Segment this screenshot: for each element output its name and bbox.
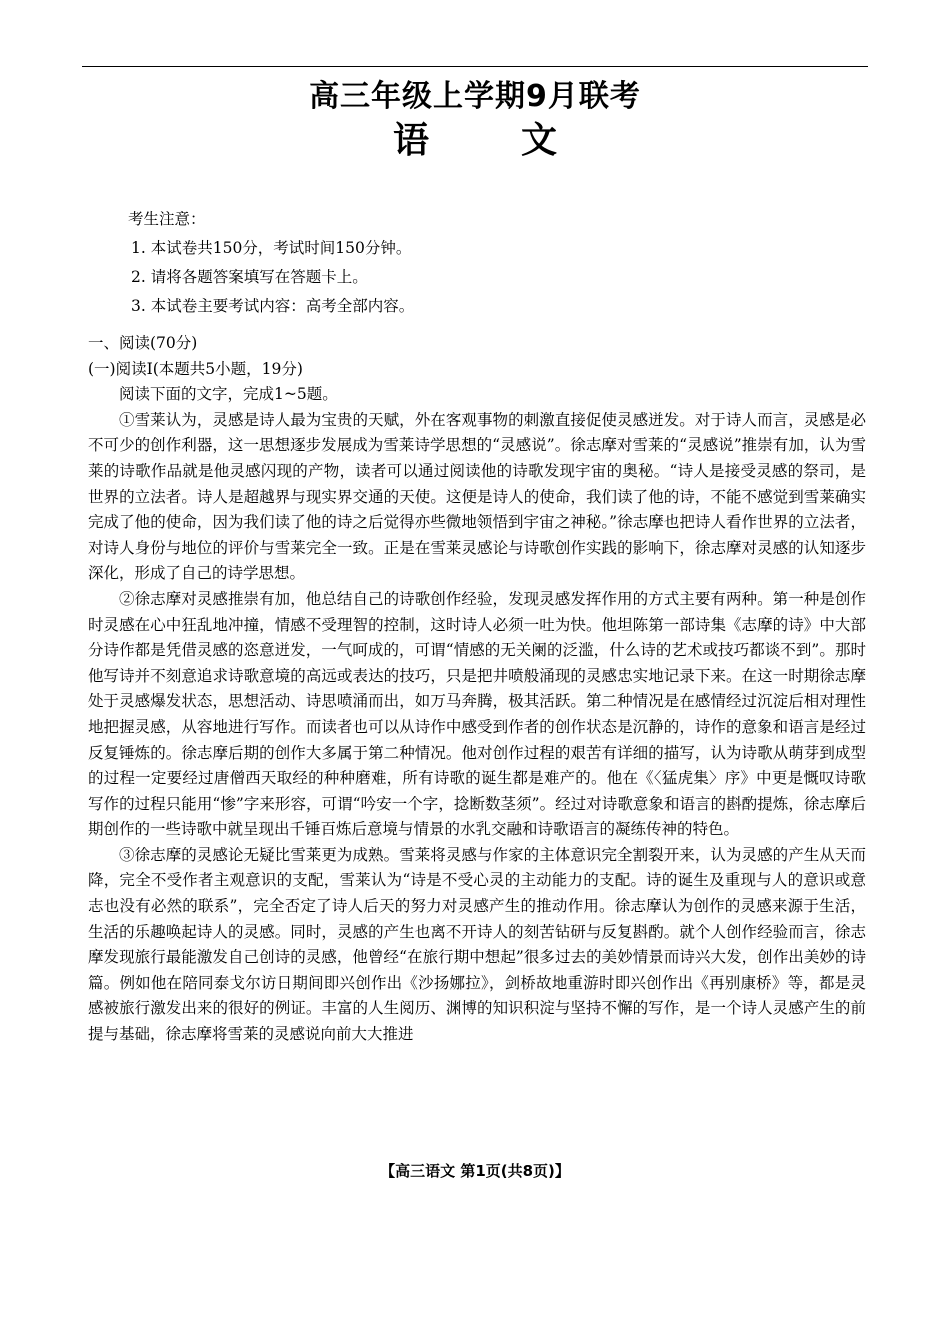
notice-item-2: 2. 请将各题答案填写在答题卡上。 [131, 268, 368, 286]
exam-title: 高三年级上学期9月联考 [309, 79, 641, 114]
reading-instruction: 阅读下面的文字，完成1~5题。 [119, 385, 338, 404]
notice-item-3: 3. 本试卷主要考试内容：高考全部内容。 [131, 297, 415, 315]
page-footer: 【高三语文 第1页(共8页)】 [380, 1162, 570, 1180]
passage-paragraph-3: ③徐志摩的灵感论无疑比雪莱更为成熟。雪莱将灵感与作家的主体意识完全割裂开来，认为灵感的产生从天而降，完全不受作者主观意识的支配，雪莱认为“诗是不受心灵的主动能力的支配。诗的诞生及重现与人的意识或意志也没有必然的联系”，完全否定了诗人后天的努力对灵感产生的推动作用。徐志摩认为创作的灵感来源于生活，生活的乐趣唤起诗人的灵感。同时，灵感的产生也离不开诗人的刻苦钻研与反复斟酌。就个人创作经验而言，徐志摩发现旅行最能激发自己创诗的灵感，他曾经“在旅行期中想起”很多过去的美妙情景而诗兴大发，创作出美妙的诗篇。例如他在陪同泰戈尔访日期间即兴创作出《沙扬娜拉》，剑桥故地重游时即兴创作出《再别康桥》等，都是灵感被旅行激发出来的很好的例证。丰富的人生阅历、渊博的知识积淀与坚持不懈的写作，是一个诗人灵感产生的前提与基础，徐志摩将雪莱的灵感说向前大大推进 [88, 845, 866, 1044]
reading-section [88, 331, 866, 1048]
passage-paragraph-1: ①雪莱认为，灵感是诗人最为宝贵的天赋，外在客观事物的刺激直接促使灵感迸发。对于诗人而言，灵感是必不可少的创作利器，这一思想逐步发展成为雪莱诗学思想的“灵感说”。徐志摩对雪莱的“灵感说”推崇有加，认为雪莱的诗歌作品就是他灵感闪现的产物，读者可以通过阅读他的诗歌发现宇宙的奥秘。“诗人是接受灵感的祭司，是世界的立法者。诗人是超越界与现实界交通的天使。这便是诗人的使命，我们读了他的诗，不能不感觉到雪莱确实完成了他的使命，因为我们读了他的诗之后觉得亦些微地领悟到宇宙之神秘。”徐志摩也把诗人看作世界的立法者，对诗人身份与地位的评价与雪莱完全一致。正是在雪莱灵感论与诗歌创作实践的影响下，徐志摩对灵感的认知逐步深化，形成了自己的诗学思想。 [88, 410, 866, 583]
subject-title [0, 118, 950, 164]
top-rule [82, 66, 868, 67]
section-subtitle: (一)阅读Ⅰ(本题共5小题，19分) [88, 359, 303, 378]
passage-paragraph-2: ②徐志摩对灵感推崇有加，他总结自己的诗歌创作经验，发现灵感发挥作用的方式主要有两种。第一种是创作时灵感在心中狂乱地冲撞，情感不受理智的控制，这时诗人必须一吐为快。他坦陈第一部诗集《志摩的诗》中大部分诗作都是凭借灵感的恣意迸发，一气呵成的，可谓“情感的无关阑的泛滥，什么诗的艺术或技巧都谈不到”。那时他写诗并不刻意追求诗歌意境的高远或表达的技巧，只是把井喷般涌现的灵感忠实地记录下来。在这一时期徐志摩处于灵感爆发状态，思想活动、诗思喷涌而出，如万马奔腾，极其活跃。第二种情况是在感情经过沉淀后相对理性地把握灵感，从容地进行写作。而读者也可以从诗作中感受到作者的创作状态是沉静的，诗作的意象和语言是经过反复锤炼的。徐志摩后期的创作大多属于第二种情况。他对创作过程的艰苦有详细的描写，认为诗歌从萌芽到成型的过程一定要经过唐僧西天取经的种种磨难，所有诗歌的诞生都是难产的。他在《〈猛虎集〉序》中更是慨叹诗歌写作的过程只能用“惨”字来形容，可谓“吟安一个字，捻断数茎须”。经过对诗歌意象和语言的斟酌提炼，徐志摩后期创作的一些诗歌中就呈现出千锤百炼后意境与情景的水乳交融和诗歌语言的凝练传神的特色。 [88, 589, 866, 839]
section-title: 一、阅读(70分) [88, 334, 198, 352]
notice-item-1: 1. 本试卷共150分，考试时间150分钟。 [131, 239, 412, 257]
subject-char-1: 语 [392, 120, 429, 161]
subject-char-2: 文 [521, 120, 558, 161]
notice-heading: 考生注意： [128, 210, 206, 228]
exam-notice [128, 205, 415, 321]
